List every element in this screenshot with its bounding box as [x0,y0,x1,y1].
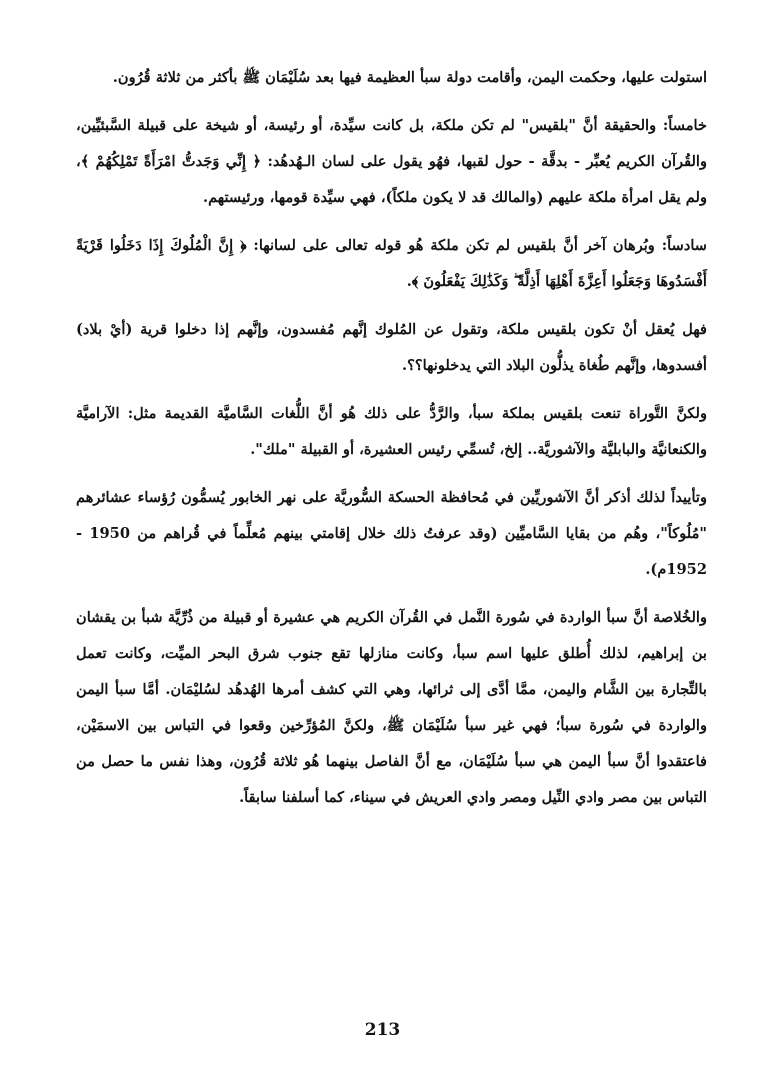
paragraph-5: ولكنَّ التَّوراة تنعت بلقيس بملكة سبأ، والرَّدُّ على ذلك هُو أنَّ اللُّغات السَّاميَّة القديمة مثل: الآراميَّة والكنعانيَّة والبابليَّة والآشوريَّة.. إلخ، تُسمِّي رئيس العشيرة، أو القبيلة "ملك". [76,405,707,458]
paragraph-6: وتأييداً لذلك أذكر أنَّ الآشوريِّين في مُحافظة الحسكة السُّوريَّة على نهر الخابور يُسمُّون رُؤساء عشائرهم "مُلُوكاً"، وهُم من بقايا السَّاميِّين (وقد عرفتُ ذلك خلال إقامتي بينهم مُعلِّماً في قُراهم من 1950 - 1952م). [76,489,707,578]
paragraph-4: فهل يُعقل أنْ تكون بلقيس ملكة، وتقول عن المُلوك إنَّهم مُفسدون، وإنَّهم إذا دخلوا قرية (أيْ بلاد) أفسدوها، وإنَّهم طُغاة يذلُّون البلاد التي يدخلونها؟؟. [76,321,707,374]
paragraph-3: سادساً: وبُرهان آخر أنَّ بلقيس لم تكن ملكة هُو قوله تعالى على لسانها: ﴿ إِنَّ الْمُلُوكَ إِذَا دَخَلُوا قَرْيَةً أَفْسَدُوهَا وَجَعَلُوا أَعِزَّةَ أَهْلِهَا أَذِلَّةً ۖ وَكَذَٰلِكَ يَفْعَلُونَ ﴾. [76,237,707,290]
paragraph-1: استولت عليها، وحكمت اليمن، وأقامت دولة سبأ العظيمة فيها بعد سُلَيْمَان ﷺ بأكثر من ثلاثة قُرُون. [112,69,707,86]
paragraph-2: خامساً: والحقيقة أنَّ "بلقيس" لم تكن ملكة، بل كانت سيِّدة، أو رئيسة، أو شيخة على قبيلة السَّبئيِّين، والقُرآن الكريم يُعبِّر - بدقَّة - حول لقبها، فهُو يقول على لسان الـهُدهُد: ﴿ إِنِّي وَجَدتُّ امْرَأَةً تَمْلِكُهُمْ ﴾، ولم يقل امرأة ملكة عليهم (والمالك قد لا يكون ملكاً)، فهي سيِّدة قومها، ورئيستهم. [76,117,707,206]
body-text [76,60,707,816]
page-number: 213 [364,1020,401,1040]
paragraph-7: والخُلاصة أنَّ سبأ الواردة في سُورة النَّمل في القُرآن الكريم هي عشيرة أو قبيلة من ذُرِّيَّة شبأ بن يقشان بن إبراهيم، لذلك أُطلق عليها اسم سبأ، وكانت منازلها تقع جنوب شرق البحر الميِّت، وكانت تعمل بالتِّجارة بين الشَّام واليمن، ممَّا أدَّى إلى ثرائها، وهي التي كشف أمرها الهُدهُد لسُليْمَان. أمَّا سبأ اليمن والواردة في سُورة سبأ؛ فهي غير سبأ سُلَيْمَان ﷺ، ولكنَّ المُؤرِّخين وقعوا في التباس بين الاسمَيْن، فاعتقدوا أنَّ سبأ اليمن هي سبأ سُلَيْمَان، مع أنَّ الفاصل بينهما هُو ثلاثة قُرُون، وهذا نفس ما حصل من التباس بين مصر وادي النِّيل ومصر وادي العريش في سيناء، كما أسلفنا سابقاً. [76,609,707,806]
